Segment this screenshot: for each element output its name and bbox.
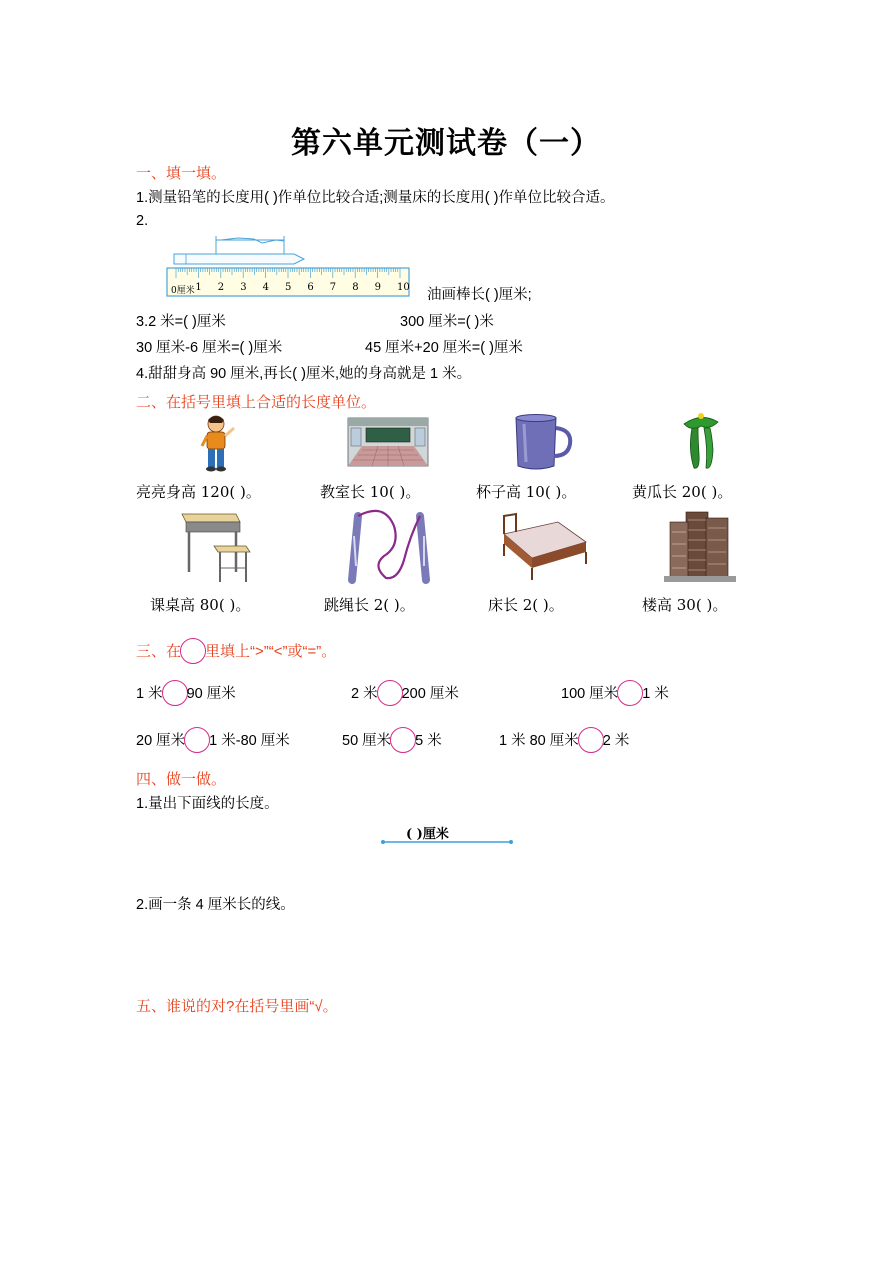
compare-right: 90 厘米 <box>186 686 236 702</box>
ruler-tick-label: 1 <box>195 282 202 293</box>
item-text-3: 黄瓜长 20( )。 <box>632 483 733 501</box>
item-text-4: 课桌高 80( )。 <box>150 596 251 614</box>
item-text-2: 杯子高 10( )。 <box>476 483 577 501</box>
section-2-heading: 二、在括号里填上合适的长度单位。 <box>136 394 377 411</box>
compare-left: 2 米 <box>351 686 378 702</box>
ruler-tick-label: 4 <box>262 282 269 293</box>
answer-circle[interactable] <box>184 727 210 753</box>
compare-left: 20 厘米 <box>136 733 186 749</box>
desk-icon <box>180 508 254 584</box>
section-3-heading-b: 里填上“>”“<”或“=”。 <box>205 643 337 660</box>
compare-right: 1 米-80 厘米 <box>209 733 290 749</box>
ruler-tick-label: 3 <box>240 282 247 293</box>
compare-item <box>351 680 459 706</box>
cup-icon <box>512 414 574 474</box>
ruler-tick-label: 5 <box>285 282 292 293</box>
question-1-3c: 30 厘米-6 厘米=( )厘米 <box>136 340 283 356</box>
section-5-heading: 五、谁说的对?在括号里画“√。 <box>136 998 338 1015</box>
section-3-heading <box>136 638 336 664</box>
section-4-heading: 四、做一做。 <box>136 771 227 788</box>
answer-circle[interactable] <box>377 680 403 706</box>
circle-icon <box>180 638 206 664</box>
compare-left: 100 厘米 <box>561 686 619 702</box>
compare-item <box>342 727 442 753</box>
question-1-3d: 45 厘米+20 厘米=( )厘米 <box>365 340 523 356</box>
item-text-7: 楼高 30( )。 <box>642 596 728 614</box>
compare-item <box>136 727 290 753</box>
item-text-0: 亮亮身高 120( )。 <box>136 483 261 501</box>
question-4-2: 2.画一条 4 厘米长的线。 <box>136 897 295 913</box>
line-label: ( )厘米 <box>406 827 449 842</box>
measure-line <box>380 838 514 846</box>
compare-right: 5 米 <box>415 733 442 749</box>
question-1-2-answer: 油画棒长( )厘米; <box>427 287 532 303</box>
compare-left: 1 米 80 厘米 <box>499 733 579 749</box>
compare-item <box>561 680 669 706</box>
ruler-tick-label: 8 <box>352 282 359 293</box>
item-text-6: 床长 2( )。 <box>488 596 564 614</box>
compare-right: 200 厘米 <box>401 686 459 702</box>
section-1-heading: 一、填一填。 <box>136 165 227 182</box>
compare-item <box>136 680 236 706</box>
ruler-tick-label: 7 <box>329 282 337 293</box>
compare-right: 1 米 <box>642 686 669 702</box>
ruler-tick-label: 9 <box>374 282 381 293</box>
classroom-icon <box>348 418 428 466</box>
question-1-1: 1.测量铅笔的长度用( )作单位比较合适;测量床的长度用( )作单位比较合适。 <box>136 190 615 206</box>
question-1-2: 2. <box>136 213 149 229</box>
compare-left: 1 米 <box>136 686 163 702</box>
building-icon <box>664 508 736 582</box>
compare-left: 50 厘米 <box>342 733 392 749</box>
compare-item <box>499 727 629 753</box>
question-1-4: 4.甜甜身高 90 厘米,再长( )厘米,她的身高就是 1 米。 <box>136 366 472 382</box>
jump-rope-icon <box>344 506 430 586</box>
ruler-tick-label: 2 <box>217 282 225 293</box>
section-3-heading-a: 三、在 <box>136 643 182 660</box>
compare-right: 2 米 <box>602 733 630 749</box>
ruler-unit-label: 0厘米 <box>171 286 195 296</box>
item-text-5: 跳绳长 2( )。 <box>324 596 415 614</box>
ruler-figure <box>166 232 412 298</box>
ruler-tick-label: 6 <box>307 282 314 293</box>
page-title: 第六单元测试卷（一） <box>291 126 601 161</box>
answer-circle[interactable] <box>162 680 188 706</box>
answer-circle[interactable] <box>617 680 643 706</box>
question-1-3a: 3.2 米=( )厘米 <box>136 314 226 330</box>
item-text-1: 教室长 10( )。 <box>320 483 421 501</box>
question-4-1: 1.量出下面线的长度。 <box>136 796 279 812</box>
boy-icon <box>196 414 240 474</box>
ruler-tick-label: 10 <box>397 282 410 293</box>
bed-icon <box>500 512 588 582</box>
answer-circle[interactable] <box>390 727 416 753</box>
question-1-3b: 300 厘米=( )米 <box>400 314 494 330</box>
answer-circle[interactable] <box>578 727 604 753</box>
cucumber-icon <box>676 410 726 472</box>
